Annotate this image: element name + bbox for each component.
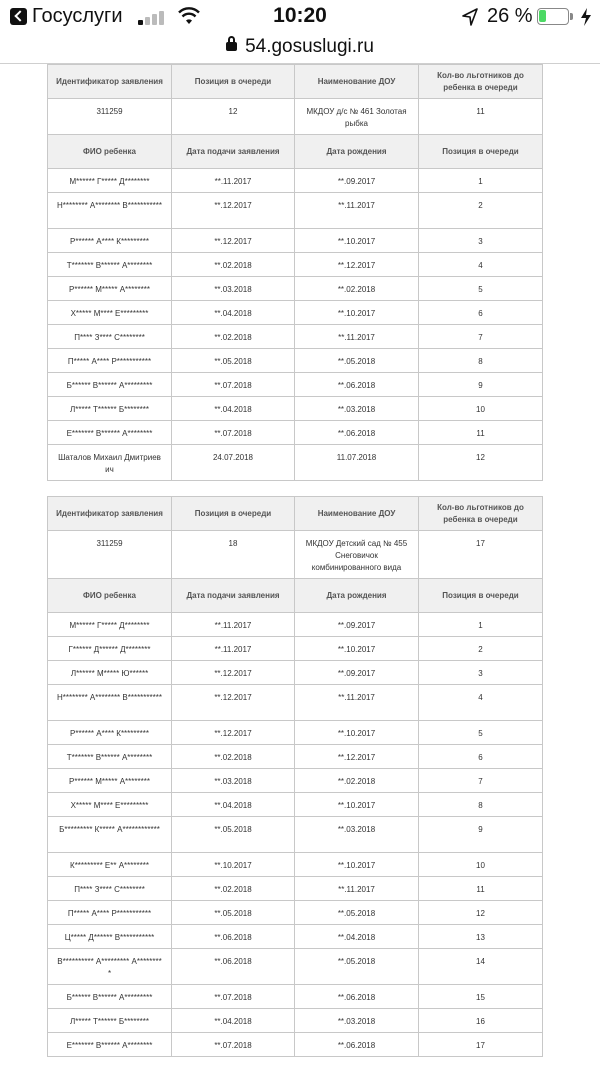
children-header-row <box>48 579 543 613</box>
child-position: 3 <box>419 229 543 253</box>
header-privileged-count: Кол-во льготников до ребенка в очереди <box>419 497 543 531</box>
submit-date: **.04.2018 <box>172 397 295 421</box>
submit-date: **.04.2018 <box>172 793 295 817</box>
address-bar[interactable] <box>0 34 600 62</box>
birth-date: **.04.2018 <box>295 925 419 949</box>
submit-date: **.12.2017 <box>172 661 295 685</box>
child-position: 1 <box>419 169 543 193</box>
header-child-position: Позиция в очереди <box>419 135 543 169</box>
header-queue-position: Позиция в очереди <box>172 497 295 531</box>
child-position: 11 <box>419 877 543 901</box>
submit-date: **.11.2017 <box>172 613 295 637</box>
child-name: Х***** М**** Е********* <box>48 301 172 325</box>
url-domain[interactable]: 54.gosuslugi.ru <box>245 36 374 57</box>
child-position: 17 <box>419 1033 543 1057</box>
child-name: Л****** М***** Ю****** <box>48 661 172 685</box>
submit-date: **.12.2017 <box>172 229 295 253</box>
dou-name: МКДОУ д/с № 461 Золотая рыбка <box>295 99 419 135</box>
child-row <box>48 769 543 793</box>
child-position: 10 <box>419 397 543 421</box>
battery-icon <box>537 8 569 25</box>
children-header-row <box>48 135 543 169</box>
birth-date: **.10.2017 <box>295 793 419 817</box>
child-row <box>48 325 543 349</box>
queue-position: 18 <box>172 531 295 579</box>
child-row <box>48 445 543 481</box>
child-name: Т******* В****** А******** <box>48 745 172 769</box>
birth-date: **.10.2017 <box>295 229 419 253</box>
birth-date: **.10.2017 <box>295 637 419 661</box>
submit-date: **.11.2017 <box>172 169 295 193</box>
birth-date: **.11.2017 <box>295 193 419 229</box>
header-submit-date: Дата подачи заявления <box>172 579 295 613</box>
submit-date: **.07.2018 <box>172 373 295 397</box>
header-privileged-count: Кол-во льготников до ребенка в очереди <box>419 65 543 99</box>
submit-date: **.05.2018 <box>172 901 295 925</box>
birth-date: **.10.2017 <box>295 721 419 745</box>
header-app-id: Идентификатор заявления <box>48 65 172 99</box>
submit-date: 24.07.2018 <box>172 445 295 481</box>
queue-table <box>47 496 543 1057</box>
child-name: Л***** Т****** Б******** <box>48 1009 172 1033</box>
submit-date: **.11.2017 <box>172 637 295 661</box>
queue-position: 12 <box>172 99 295 135</box>
birth-date: **.11.2017 <box>295 685 419 721</box>
child-row <box>48 661 543 685</box>
submit-date: **.12.2017 <box>172 193 295 229</box>
header-submit-date: Дата подачи заявления <box>172 135 295 169</box>
child-name: Шаталов Михаил Дмитриевич <box>48 445 172 481</box>
child-row <box>48 877 543 901</box>
child-position: 13 <box>419 925 543 949</box>
birth-date: **.12.2017 <box>295 745 419 769</box>
birth-date: **.10.2017 <box>295 301 419 325</box>
child-row <box>48 721 543 745</box>
child-row <box>48 193 543 229</box>
submit-date: **.12.2017 <box>172 721 295 745</box>
child-row <box>48 925 543 949</box>
child-name: Б********* К***** А************ <box>48 817 172 853</box>
child-row <box>48 949 543 985</box>
birth-date: **.11.2017 <box>295 325 419 349</box>
submit-date: **.03.2018 <box>172 769 295 793</box>
child-row <box>48 373 543 397</box>
app-id: 311259 <box>48 531 172 579</box>
child-row <box>48 301 543 325</box>
child-row <box>48 421 543 445</box>
child-name: Ц***** Д****** В*********** <box>48 925 172 949</box>
child-name: Н******** А******** В*********** <box>48 685 172 721</box>
child-name: П***** А**** Р*********** <box>48 349 172 373</box>
birth-date: **.06.2018 <box>295 1033 419 1057</box>
application-header-row <box>48 65 543 99</box>
header-dou-name: Наименование ДОУ <box>295 497 419 531</box>
header-queue-position: Позиция в очереди <box>172 65 295 99</box>
child-row <box>48 613 543 637</box>
child-name: Б****** В****** А********* <box>48 373 172 397</box>
privileged-count: 11 <box>419 99 543 135</box>
application-row <box>48 531 543 579</box>
child-position: 9 <box>419 373 543 397</box>
birth-date: **.03.2018 <box>295 817 419 853</box>
child-name: Г****** Д****** Д******** <box>48 637 172 661</box>
status-bar <box>0 0 600 34</box>
clock: 10:20 <box>273 4 327 27</box>
child-name: К********* Е** А******** <box>48 853 172 877</box>
battery-percentage: 26 % <box>487 5 533 27</box>
header-child-name: ФИО ребенка <box>48 579 172 613</box>
submit-date: **.02.2018 <box>172 253 295 277</box>
back-to-app-label[interactable]: Госуслуги <box>32 5 123 27</box>
child-row <box>48 817 543 853</box>
birth-date: **.03.2018 <box>295 397 419 421</box>
child-name: Е******* В****** А******** <box>48 1033 172 1057</box>
lock-icon <box>226 42 237 51</box>
submit-date: **.12.2017 <box>172 685 295 721</box>
child-name: М****** Г***** Д******** <box>48 613 172 637</box>
child-name: М****** Г***** Д******** <box>48 169 172 193</box>
header-birth-date: Дата рождения <box>295 135 419 169</box>
child-row <box>48 277 543 301</box>
child-position: 8 <box>419 349 543 373</box>
birth-date: **.09.2017 <box>295 661 419 685</box>
birth-date: **.09.2017 <box>295 169 419 193</box>
header-child-name: ФИО ребенка <box>48 135 172 169</box>
child-row <box>48 349 543 373</box>
child-position: 14 <box>419 949 543 985</box>
child-row <box>48 637 543 661</box>
child-position: 15 <box>419 985 543 1009</box>
privileged-count: 17 <box>419 531 543 579</box>
child-position: 12 <box>419 445 543 481</box>
child-name: Р****** М***** А******** <box>48 277 172 301</box>
birth-date: **.02.2018 <box>295 769 419 793</box>
submit-date: **.02.2018 <box>172 877 295 901</box>
submit-date: **.05.2018 <box>172 349 295 373</box>
child-position: 16 <box>419 1009 543 1033</box>
submit-date: **.04.2018 <box>172 1009 295 1033</box>
child-row <box>48 985 543 1009</box>
queue-table <box>47 64 543 481</box>
birth-date: **.06.2018 <box>295 421 419 445</box>
child-position: 11 <box>419 421 543 445</box>
submit-date: **.05.2018 <box>172 817 295 853</box>
child-name: П***** А**** Р*********** <box>48 901 172 925</box>
child-row <box>48 745 543 769</box>
location-arrow-icon <box>462 8 478 26</box>
birth-date: **.03.2018 <box>295 1009 419 1033</box>
child-name: П**** З**** С******** <box>48 877 172 901</box>
application-row <box>48 99 543 135</box>
child-position: 9 <box>419 817 543 853</box>
child-name: Р****** М***** А******** <box>48 769 172 793</box>
charging-bolt-icon <box>580 7 592 27</box>
submit-date: **.06.2018 <box>172 925 295 949</box>
child-row <box>48 1033 543 1057</box>
submit-date: **.03.2018 <box>172 277 295 301</box>
submit-date: **.07.2018 <box>172 421 295 445</box>
birth-date: **.09.2017 <box>295 613 419 637</box>
birth-date: 11.07.2018 <box>295 445 419 481</box>
submit-date: **.07.2018 <box>172 1033 295 1057</box>
child-position: 2 <box>419 193 543 229</box>
header-dou-name: Наименование ДОУ <box>295 65 419 99</box>
child-name: П**** З**** С******** <box>48 325 172 349</box>
header-app-id: Идентификатор заявления <box>48 497 172 531</box>
child-position: 1 <box>419 613 543 637</box>
child-position: 8 <box>419 793 543 817</box>
child-row <box>48 1009 543 1033</box>
child-position: 4 <box>419 253 543 277</box>
child-position: 10 <box>419 853 543 877</box>
child-position: 6 <box>419 301 543 325</box>
child-row <box>48 853 543 877</box>
birth-date: **.10.2017 <box>295 853 419 877</box>
child-name: Л***** Т****** Б******** <box>48 397 172 421</box>
submit-date: **.02.2018 <box>172 745 295 769</box>
header-birth-date: Дата рождения <box>295 579 419 613</box>
birth-date: **.11.2017 <box>295 877 419 901</box>
dou-name: МКДОУ Детский сад № 455 Снеговичок комбинированного вида <box>295 531 419 579</box>
submit-date: **.10.2017 <box>172 853 295 877</box>
child-position: 7 <box>419 325 543 349</box>
application-header-row <box>48 497 543 531</box>
battery-tip <box>570 13 573 20</box>
child-name: В********** А********* А********* <box>48 949 172 985</box>
child-name: Р****** А**** К********* <box>48 721 172 745</box>
birth-date: **.06.2018 <box>295 985 419 1009</box>
submit-date: **.06.2018 <box>172 949 295 985</box>
birth-date: **.05.2018 <box>295 901 419 925</box>
child-row <box>48 901 543 925</box>
birth-date: **.06.2018 <box>295 373 419 397</box>
child-position: 2 <box>419 637 543 661</box>
submit-date: **.02.2018 <box>172 325 295 349</box>
child-position: 6 <box>419 745 543 769</box>
birth-date: **.02.2018 <box>295 277 419 301</box>
child-position: 4 <box>419 685 543 721</box>
header-child-position: Позиция в очереди <box>419 579 543 613</box>
submit-date: **.04.2018 <box>172 301 295 325</box>
submit-date: **.07.2018 <box>172 985 295 1009</box>
birth-date: **.05.2018 <box>295 349 419 373</box>
child-name: Б****** В****** А********* <box>48 985 172 1009</box>
child-row <box>48 397 543 421</box>
child-position: 5 <box>419 721 543 745</box>
child-position: 5 <box>419 277 543 301</box>
child-row <box>48 253 543 277</box>
child-name: Е******* В****** А******** <box>48 421 172 445</box>
child-row <box>48 169 543 193</box>
birth-date: **.05.2018 <box>295 949 419 985</box>
child-name: Х***** М**** Е********* <box>48 793 172 817</box>
child-position: 12 <box>419 901 543 925</box>
child-name: Н******** А******** В*********** <box>48 193 172 229</box>
child-position: 3 <box>419 661 543 685</box>
child-name: Т******* В****** А******** <box>48 253 172 277</box>
child-row <box>48 685 543 721</box>
child-position: 7 <box>419 769 543 793</box>
child-row <box>48 793 543 817</box>
birth-date: **.12.2017 <box>295 253 419 277</box>
child-row <box>48 229 543 253</box>
app-id: 311259 <box>48 99 172 135</box>
child-name: Р****** А**** К********* <box>48 229 172 253</box>
